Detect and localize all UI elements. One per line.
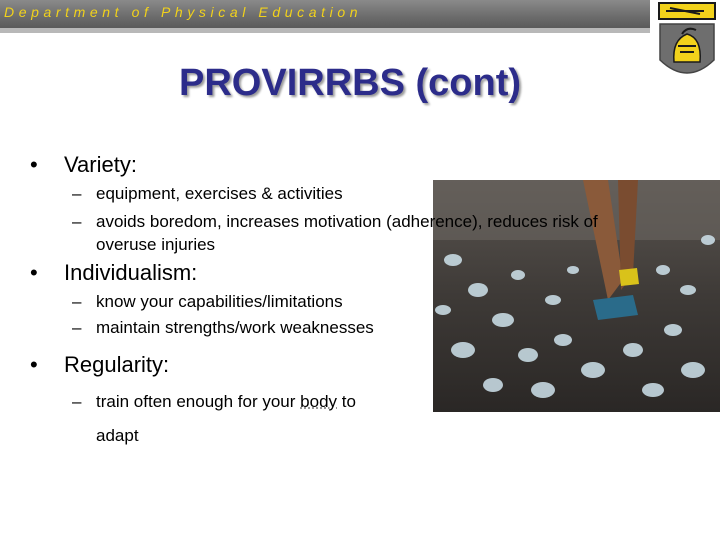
bullet-heading: Variety:	[64, 152, 137, 177]
header-divider	[0, 28, 650, 33]
sub-item: – avoids boredom, increases motivation (adherence), reduces risk of	[72, 212, 598, 231]
bullet-heading: Regularity:	[64, 352, 170, 377]
body-word: body	[300, 392, 338, 411]
department-title: Department of Physical Education	[4, 4, 363, 20]
sub-item: – train often enough for your body to	[72, 392, 356, 411]
sub-item: – know your capabilities/limitations	[72, 292, 343, 311]
bullet-heading: Individualism:	[64, 260, 198, 285]
sub-item-continued: adapt	[96, 426, 139, 445]
bullet-regularity: • Regularity:	[30, 352, 170, 377]
sub-item-continued: overuse injuries	[96, 235, 216, 254]
sub-item: – maintain strengths/work weaknesses	[72, 318, 374, 337]
sub-item: – equipment, exercises & activities	[72, 184, 343, 203]
slide-title: PROVIRRBS (cont)	[179, 62, 521, 104]
header-bar	[0, 0, 650, 28]
bullet-individualism: • Individualism:	[30, 260, 198, 285]
bullet-variety: • Variety:	[30, 152, 137, 177]
